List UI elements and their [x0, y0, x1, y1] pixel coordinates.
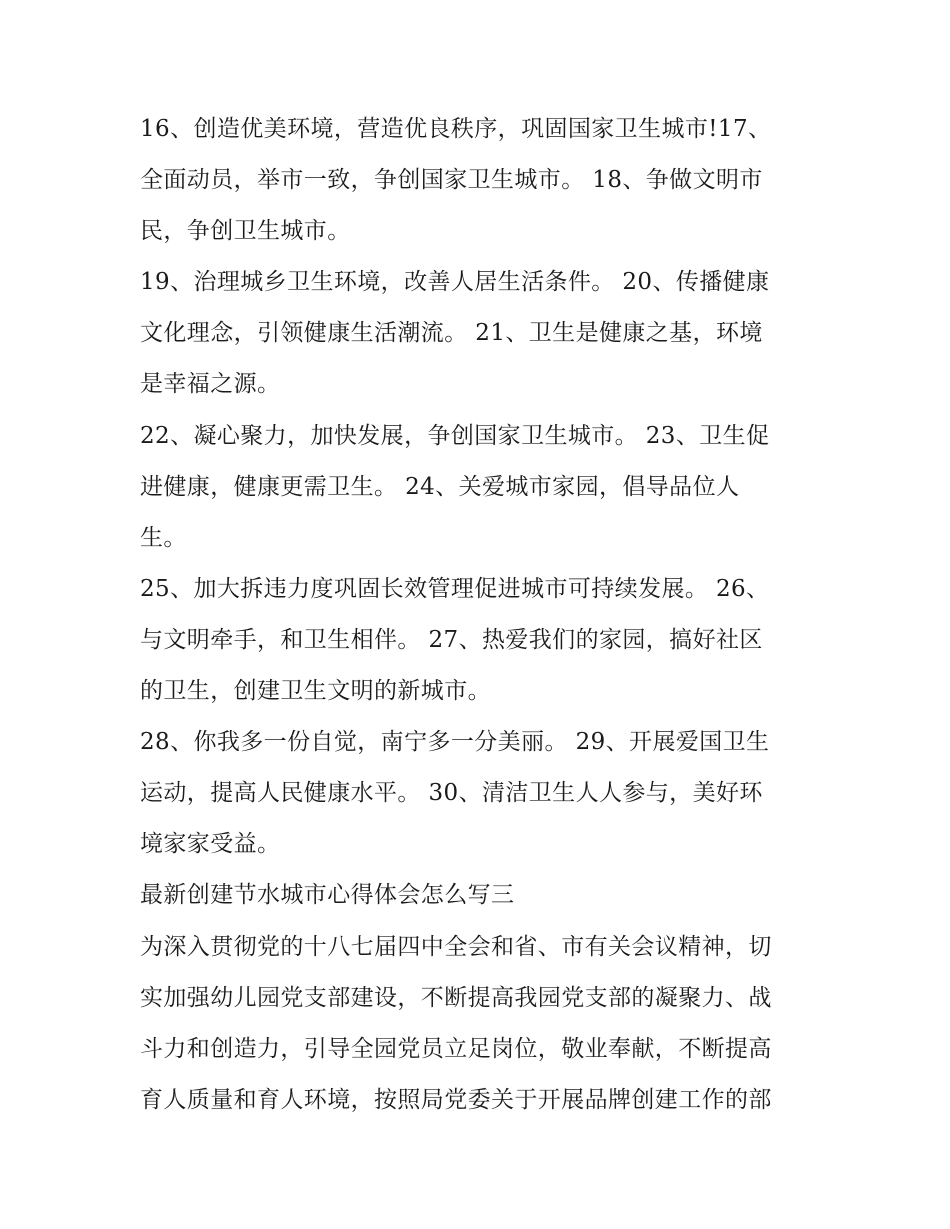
text-line: 运动，提高人民健康水平。 30、清洁卫生人人参与，美好环	[140, 780, 763, 807]
text-line: 实加强幼儿园党支部建设，不断提高我园党支部的凝聚力、战	[140, 984, 772, 1011]
text-line: 境家家受益。	[140, 831, 281, 858]
text-line: 22、凝心聚力，加快发展，争创国家卫生城市。 23、卫生促	[140, 422, 770, 449]
text-line: 的卫生，创建卫生文明的新城市。	[140, 678, 491, 705]
text-line: 19、治理城乡卫生环境，改善人居生活条件。 20、传播健康	[140, 269, 770, 296]
text-line: 育人质量和育人环境，按照局党委关于开展品牌创建工作的部	[140, 1086, 772, 1113]
text-line: 进健康，健康更需卫生。 24、关爱城市家园，倡导品位人	[140, 473, 740, 500]
text-line: 为深入贯彻党的十八七届四中全会和省、市有关会议精神，切	[140, 933, 772, 960]
text-line: 生。	[140, 524, 187, 551]
text-line: 25、加大拆违力度巩固长效管理促进城市可持续发展。 26、	[140, 575, 770, 602]
text-line: 民，争创卫生城市。	[140, 218, 351, 245]
text-line: 斗力和创造力，引导全园党员立足岗位，敬业奉献，不断提高	[140, 1035, 772, 1062]
text-line: 28、你我多一份自觉，南宁多一分美丽。 29、开展爱国卫生	[140, 729, 770, 756]
text-line: 全面动员，举市一致，争创国家卫生城市。 18、争做文明市	[140, 167, 763, 194]
text-line: 16、创造优美环境，营造优良秩序，巩固国家卫生城市!17、	[140, 116, 772, 142]
text-line: 与文明牵手，和卫生相伴。 27、热爱我们的家园，搞好社区	[140, 626, 763, 653]
document-body	[140, 104, 820, 1126]
section-heading: 最新创建节水城市心得体会怎么写三	[140, 882, 515, 909]
text-line: 文化理念，引领健康生活潮流。 21、卫生是健康之基，环境	[140, 320, 763, 347]
text-line: 是幸福之源。	[140, 371, 281, 398]
